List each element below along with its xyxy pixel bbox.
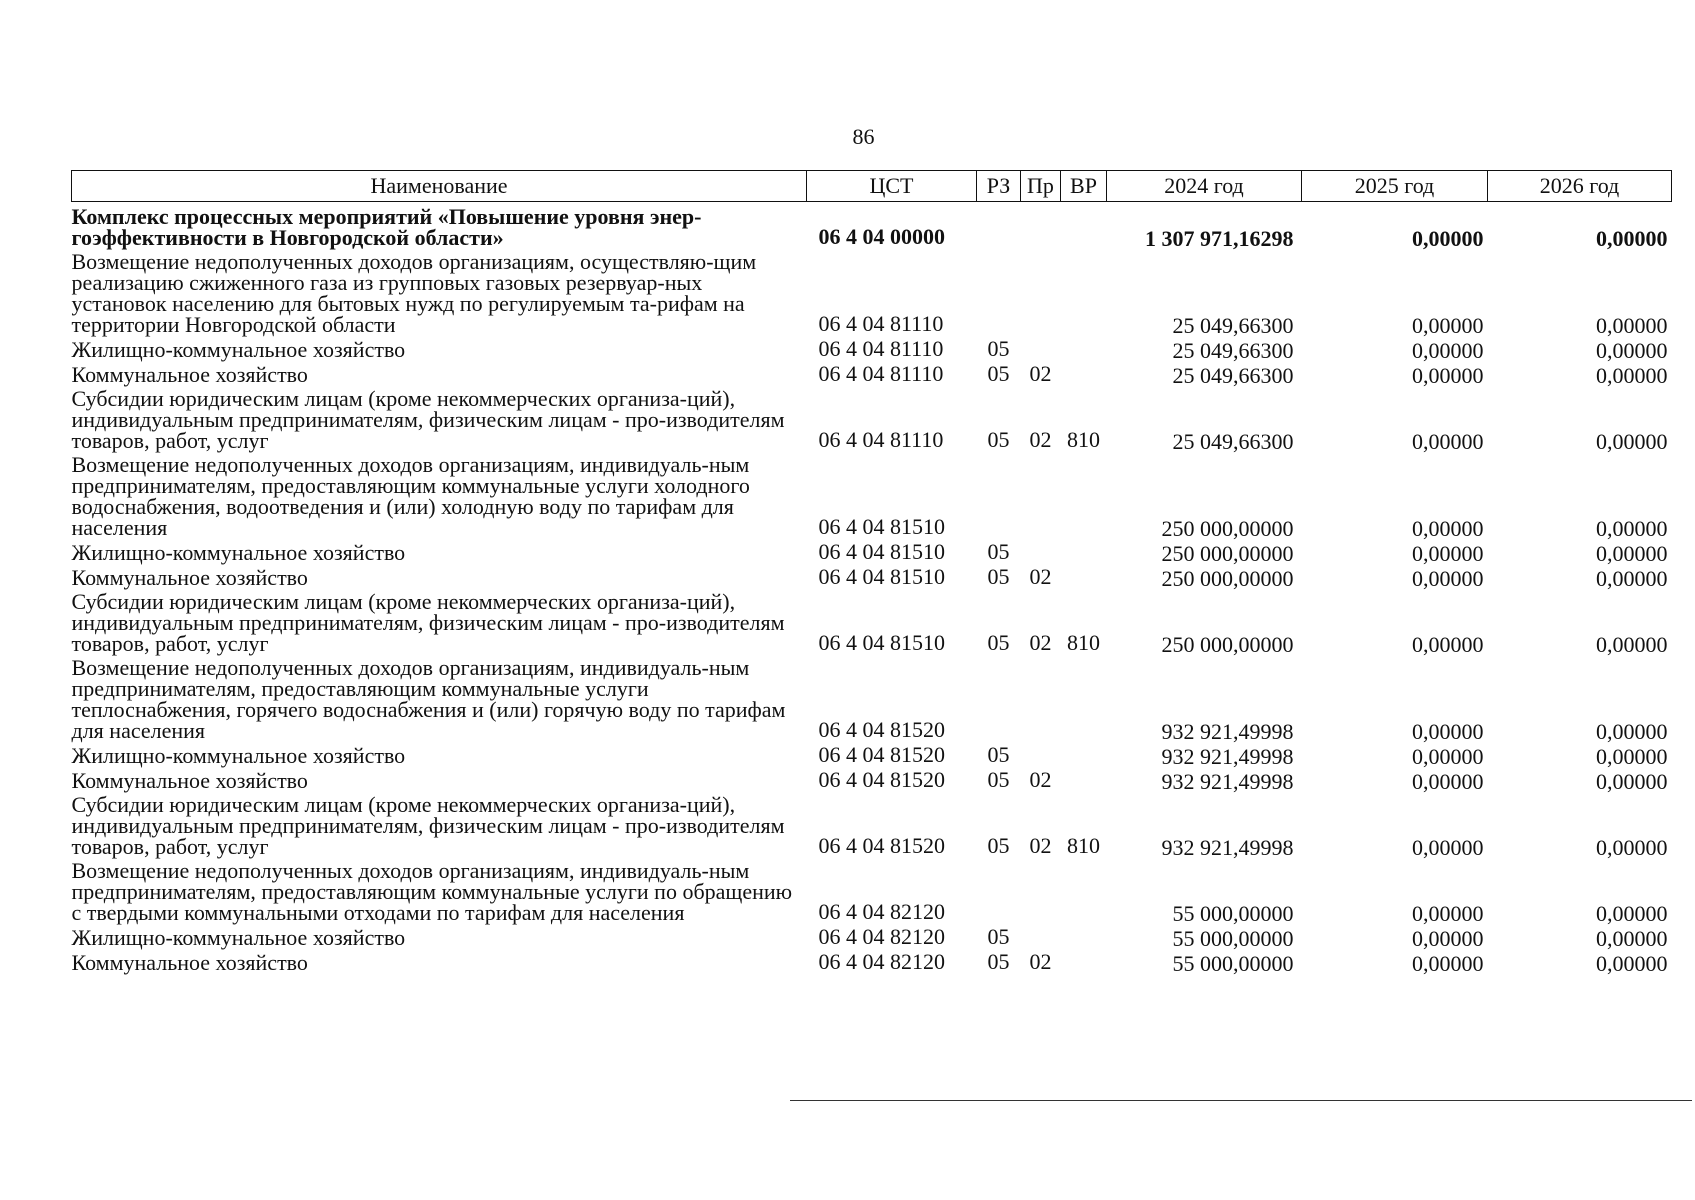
row-rz — [977, 655, 1021, 742]
header-2026: 2026 год — [1488, 171, 1672, 202]
row-2026: 0,00000 — [1596, 901, 1668, 926]
row-2025: 0,00000 — [1412, 632, 1484, 657]
row-rz: 05 — [987, 539, 1010, 564]
row-2026: 0,00000 — [1596, 566, 1668, 591]
table-row — [72, 742, 1672, 767]
row-2025: 0,00000 — [1412, 226, 1484, 251]
row-cst: 06 4 04 81110 — [818, 361, 944, 386]
row-pr: 02 — [1029, 427, 1052, 452]
row-pr: 02 — [1029, 767, 1052, 792]
row-name: Коммунальное хозяйство — [71, 768, 308, 793]
row-pr: 02 — [1029, 361, 1052, 386]
row-2026: 0,00000 — [1596, 429, 1668, 454]
row-vr — [1061, 858, 1107, 924]
row-2025: 0,00000 — [1412, 901, 1484, 926]
row-2025: 0,00000 — [1412, 363, 1484, 388]
row-rz: 05 — [987, 833, 1010, 858]
header-2024: 2024 год — [1107, 171, 1302, 202]
budget-table — [71, 170, 1672, 974]
row-2026: 0,00000 — [1596, 313, 1668, 338]
row-name: Субсидии юридическим лицам (кроме некоммерческих организа-ций), индивидуальным предпринимателям, физическим лицам - про-изводителям товаров, работ, услуг — [71, 386, 785, 453]
row-rz: 05 — [987, 361, 1010, 386]
row-cst: 06 4 04 82120 — [818, 924, 945, 949]
row-cst: 06 4 04 81510 — [818, 564, 945, 589]
row-2026: 0,00000 — [1596, 926, 1668, 951]
row-2025: 0,00000 — [1412, 951, 1484, 976]
row-vr — [1061, 202, 1107, 250]
row-name: Жилищно-коммунальное хозяйство — [71, 743, 406, 768]
row-cst: 06 4 04 81520 — [818, 717, 945, 742]
row-cst: 06 4 04 81110 — [818, 311, 944, 336]
row-2025: 0,00000 — [1412, 541, 1484, 566]
row-cst: 06 4 04 81510 — [818, 539, 945, 564]
row-pr — [1021, 452, 1061, 539]
row-2025: 0,00000 — [1412, 429, 1484, 454]
row-pr: 02 — [1029, 630, 1052, 655]
row-2025: 0,00000 — [1412, 338, 1484, 363]
header-rz: РЗ — [977, 171, 1021, 202]
row-pr — [1021, 249, 1061, 336]
row-2024: 250 000,00000 — [1161, 541, 1294, 566]
row-vr — [1061, 767, 1107, 792]
row-pr — [1021, 539, 1061, 564]
row-rz: 05 — [987, 924, 1010, 949]
row-name: Субсидии юридическим лицам (кроме некоммерческих организа-ций), индивидуальным предпринимателям, физическим лицам - про-изводителям товаров, работ, услуг — [71, 589, 785, 656]
row-vr — [1061, 361, 1107, 386]
table-row — [72, 655, 1672, 742]
row-rz — [977, 202, 1021, 250]
row-2024: 55 000,00000 — [1172, 926, 1294, 951]
row-pr — [1021, 924, 1061, 949]
row-2026: 0,00000 — [1596, 632, 1668, 657]
row-pr: 02 — [1029, 949, 1052, 974]
row-cst: 06 4 04 81520 — [818, 742, 945, 767]
row-name: Жилищно-коммунальное хозяйство — [71, 925, 406, 950]
row-name: Коммунальное хозяйство — [71, 565, 308, 590]
row-rz: 05 — [987, 949, 1010, 974]
row-name: Возмещение недополученных доходов организациям, индивидуаль-ным предпринимателям, предоставляющим коммунальные услуги теплоснабжения, горячего водоснабжения и (или) горячую воду по тарифам для населения — [71, 655, 786, 743]
table-row — [72, 792, 1672, 858]
row-vr — [1061, 336, 1107, 361]
row-rz: 05 — [987, 427, 1010, 452]
row-2026: 0,00000 — [1596, 226, 1668, 251]
row-2026: 0,00000 — [1596, 744, 1668, 769]
row-rz: 05 — [987, 564, 1010, 589]
table-row — [72, 386, 1672, 452]
row-rz: 05 — [987, 336, 1010, 361]
row-pr — [1021, 336, 1061, 361]
table-row — [72, 589, 1672, 655]
row-2025: 0,00000 — [1412, 313, 1484, 338]
table-row — [72, 564, 1672, 589]
row-pr — [1021, 742, 1061, 767]
row-2026: 0,00000 — [1596, 719, 1668, 744]
page-number: 86 — [852, 124, 875, 149]
row-pr — [1021, 655, 1061, 742]
row-2024: 55 000,00000 — [1172, 951, 1294, 976]
table-row — [72, 858, 1672, 924]
row-vr — [1061, 742, 1107, 767]
row-vr — [1061, 539, 1107, 564]
row-vr — [1061, 924, 1107, 949]
row-2024: 25 049,66300 — [1172, 429, 1294, 454]
row-rz — [977, 249, 1021, 336]
row-2026: 0,00000 — [1596, 516, 1668, 541]
row-rz: 05 — [987, 630, 1010, 655]
table-row — [72, 924, 1672, 949]
row-2024: 1 307 971,16298 — [1145, 226, 1294, 251]
row-cst: 06 4 04 82120 — [818, 899, 945, 924]
header-name: Наименование — [72, 171, 807, 202]
row-2024: 932 921,49998 — [1161, 835, 1294, 860]
row-2025: 0,00000 — [1412, 769, 1484, 794]
row-2025: 0,00000 — [1412, 744, 1484, 769]
table-body — [72, 202, 1672, 975]
row-vr — [1061, 949, 1107, 974]
row-2026: 0,00000 — [1596, 541, 1668, 566]
row-name: Коммунальное хозяйство — [71, 362, 308, 387]
row-2024: 25 049,66300 — [1172, 363, 1294, 388]
row-pr — [1021, 858, 1061, 924]
header-2025: 2025 год — [1302, 171, 1488, 202]
row-name: Жилищно-коммунальное хозяйство — [71, 337, 406, 362]
row-cst: 06 4 04 00000 — [818, 224, 945, 249]
row-vr — [1061, 249, 1107, 336]
row-cst: 06 4 04 81520 — [818, 833, 945, 858]
row-vr — [1061, 564, 1107, 589]
row-vr — [1061, 452, 1107, 539]
row-name: Возмещение недополученных доходов организациям, индивидуаль-ным предпринимателям, предоставляющим коммунальные услуги по обращению с твердыми коммунальными отходами по тарифам для населения — [71, 858, 793, 925]
row-name: Коммунальное хозяйство — [71, 950, 308, 975]
row-vr: 810 — [1067, 427, 1100, 452]
table-row — [72, 767, 1672, 792]
row-2024: 932 921,49998 — [1161, 769, 1294, 794]
row-pr: 02 — [1029, 564, 1052, 589]
row-name: Субсидии юридическим лицам (кроме некоммерческих организа-ций), индивидуальным предпринимателям, физическим лицам - про-изводителям товаров, работ, услуг — [71, 792, 785, 859]
row-vr — [1061, 655, 1107, 742]
row-2026: 0,00000 — [1596, 769, 1668, 794]
row-name: Возмещение недополученных доходов организациям, осуществляю-щим реализацию сжиженного газа из групповых газовых резервуар-ных установок населению для бытовых нужд по регулируемым та-рифам на территории Новгородской области — [71, 249, 757, 337]
row-2024: 250 000,00000 — [1161, 632, 1294, 657]
row-2025: 0,00000 — [1412, 719, 1484, 744]
row-rz — [977, 858, 1021, 924]
table-row — [72, 202, 1672, 250]
table-row — [72, 539, 1672, 564]
row-2024: 55 000,00000 — [1172, 901, 1294, 926]
row-2026: 0,00000 — [1596, 951, 1668, 976]
row-name: Жилищно-коммунальное хозяйство — [71, 540, 406, 565]
row-vr: 810 — [1067, 833, 1100, 858]
row-2025: 0,00000 — [1412, 516, 1484, 541]
row-cst: 06 4 04 81510 — [818, 630, 945, 655]
row-rz: 05 — [987, 767, 1010, 792]
row-2026: 0,00000 — [1596, 835, 1668, 860]
row-2025: 0,00000 — [1412, 835, 1484, 860]
row-cst: 06 4 04 81110 — [818, 427, 944, 452]
table-row — [72, 452, 1672, 539]
row-rz — [977, 452, 1021, 539]
row-vr: 810 — [1067, 630, 1100, 655]
row-rz: 05 — [987, 742, 1010, 767]
row-2024: 25 049,66300 — [1172, 313, 1294, 338]
table-row — [72, 949, 1672, 974]
row-2024: 250 000,00000 — [1161, 516, 1294, 541]
row-2025: 0,00000 — [1412, 926, 1484, 951]
row-pr: 02 — [1029, 833, 1052, 858]
row-2024: 932 921,49998 — [1161, 719, 1294, 744]
table-header — [72, 171, 1672, 202]
row-2024: 25 049,66300 — [1172, 338, 1294, 363]
header-vr: ВР — [1061, 171, 1107, 202]
row-2024: 932 921,49998 — [1161, 744, 1294, 769]
row-name: Возмещение недополученных доходов организациям, индивидуаль-ным предпринимателям, предоставляющим коммунальные услуги холодного водоснабжения, водоотведения и (или) холодную воду по тарифам для населения — [71, 452, 750, 540]
row-2026: 0,00000 — [1596, 363, 1668, 388]
row-cst: 06 4 04 81510 — [818, 514, 945, 539]
table-row — [72, 361, 1672, 386]
table-row — [72, 336, 1672, 361]
row-cst: 06 4 04 81110 — [818, 336, 944, 361]
row-2024: 250 000,00000 — [1161, 566, 1294, 591]
row-2025: 0,00000 — [1412, 566, 1484, 591]
table-row — [72, 249, 1672, 336]
row-pr — [1021, 202, 1061, 250]
row-name: Комплекс процессных мероприятий «Повышение уровня энер-гоэффективности в Новгородской области» — [71, 204, 702, 250]
row-cst: 06 4 04 81520 — [818, 767, 945, 792]
header-cst: ЦСТ — [807, 171, 977, 202]
header-pr: Пр — [1021, 171, 1061, 202]
row-2026: 0,00000 — [1596, 338, 1668, 363]
bottom-rule — [790, 1100, 1692, 1101]
row-cst: 06 4 04 82120 — [818, 949, 945, 974]
